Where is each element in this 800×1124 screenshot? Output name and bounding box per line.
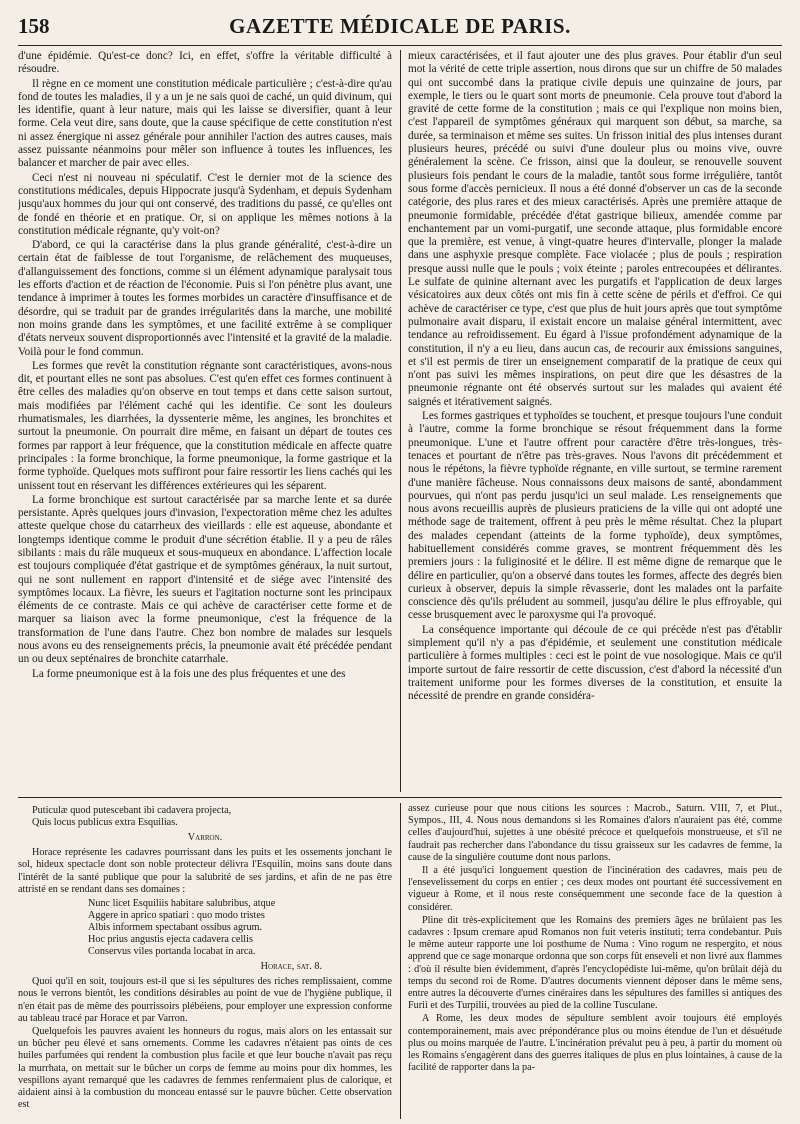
feuilleton-right-column — [408, 803, 782, 1119]
paragraph: Horace représente les cadavres pourrissant dans les puits et les ossements jonchant le sol, hideux spectacle dont son noble protecteur délivra l'Esquilin, moins sans doute dans l'intérêt de la santé publique que pour la salubrité de ses jardins, et afin de ne pas être attristé en se rendant dans ses domaines : — [18, 847, 392, 895]
header-rule — [18, 45, 782, 46]
latin-quote: Nunc licet Esquiliis habitare salubribus, atque Aggere in aprico spatiari : quo modo tristes Albis informem spectabant ossibus agrum. Hoc prius angustis ejecta cadavera cellis Conservus viles portanda locabat in arca. — [88, 898, 276, 958]
paragraph: La conséquence importante qui découle de ce qui précède n'est pas d'établir simplement qu'il n'y a pas d'épidémie, et seulement une constitution médicale particulière à formes multiples : ceci est le point de vue nosologique. Mais ce qu'il importe surtout de faire ressortir de cette discussion, c'est d'abord la nécessité d'un traitement uniforme pour les formes diverses de la constitution, et ensuite la nécessité de prendre en grande considéra- — [408, 623, 782, 703]
paragraph: Quoi qu'il en soit, toujours est-il que si les sépultures des riches remplissaient, comme nous le verrons bientôt, les conditions désirables au point de vue de l'hygiène publique, il n'en était pas de même des pourrissoirs plébéiens, pour employer une expression conforme au tableau tracé par Horace et par Varron. — [18, 976, 392, 1024]
paragraph: Les formes gastriques et typhoïdes se touchent, et presque toujours l'une conduit à l'autre, comme la forme bronchique se résout fréquemment dans la forme pneumonique. L'une et l'autre offrent pour caractère d'être très-longues, très-tenaces et pourtant de n'être pas très-graves. Nous l'avons dit précédemment et nous le répétons, la fièvre typhoïde régnante, en ville surtout, se termine rarement d'une manière fâcheuse. Nous connaissons deux maisons de santé, abondamment pourvues, qui n'ont pas perdu jusqu'ici un seul malade. Les renseignements que nous avons recueillis auprès de plusieurs praticiens de la ville qui ont adopté une méthode sage de traitement, offrent à peu près le même résultat. Chez la plupart des malades cependant (atteints de la forme typhoïde), deux symptômes, habituellement considérés comme graves, se montrent fréquemment dès les premiers jours : la fuliginosité et le délire. Il est même digne de remarque que le délire en particulier, qu'on a observé dans toutes les formes, affecte des degrés bien curieux à observer, depuis la simple rêvasserie, dont les malades ont la parfaite conscience dès qu'ils préludent au sommeil, jusqu'au délire le plus effroyable, qui cesse brusquement avec le paroxysme qui l'a provoqué. — [408, 410, 782, 622]
paragraph: d'une épidémie. Qu'est-ce donc? Ici, en effet, s'offre la véritable difficulté à résoudre. — [18, 50, 392, 76]
paragraph: La forme pneumonique est à la fois une des plus fréquentes et une des — [32, 667, 346, 680]
feuilleton-left-column — [18, 803, 392, 1119]
paragraph: La forme bronchique est surtout caractérisée par sa marche lente et sa durée persistante. Après quelques jours d'invasion, l'expectoration même chez les adultes atteste quelque chose du catarrheux des vieillards : elle est aqueuse, abondante et longtemps identique comme le produit d'une sécrétion établie. Il y a peu de râles sibilants : mais du râle muqueux et sous-muqueux en abondance. L'affection locale est toujours compliquée d'état gastrique et de symptômes généraux, la nuit surtout, qui ne sont nullement en rapport d'intensité et de siége avec l'intensité des symptômes locaux. La fièvre, les sueurs et l'agitation nocturne sont les principaux éléments de ce contraste. Mais ce qui achève de caractériser cette forme et de marquer sa liaison avec la forme pneumonique, c'est la fréquence de la transformation de l'une dans l'autre. Chez bon nombre de malades sur lesquels nous avons eu des renseignements précis, la pneumonie avait été précédée pendant un ou deux septénaires de bronchite catarrhale. — [18, 493, 392, 666]
page-number: 158 — [18, 14, 50, 38]
main-left-column — [18, 50, 392, 790]
paragraph: assez curieuse pour que nous citions les sources : Macrob., Saturn. VIII, 7, et Plut., Sympos., III, 4. Nous nous demandons si les Romaines d'alors n'auraient pas été, comme celles d'aujourd'hui, sujettes à une obésité précoce et quelquefois monstrueuse, et s'il ne faudrait pas rechercher dans l'abondance du tissu graisseux sur les cadavres de femme, la cause de la singulière coutume dont nous parlons. — [408, 803, 782, 863]
footnote-rule — [18, 797, 782, 798]
paragraph: Il a été jusqu'ici longuement question de l'incinération des cadavres, mais peu de l'ensevelissement du corps en entier ; ces deux modes ont pourtant été successivement en vigueur à Rome, et il nous reste conséquemment une seconde face de la question à considérer. — [408, 865, 782, 913]
column-separator — [400, 50, 401, 792]
quote-source: Varron. — [187, 832, 223, 843]
main-right-column — [408, 50, 782, 790]
paragraph: Il règne en ce moment une constitution médicale particulière ; c'est-à-dire qu'au fond de toutes les maladies, il y a un je ne sais quoi de caché, un quid divinum, qui les identifie, quant à leur nature, mais qui les laisse se diversifier, quant à leur forme. Cela veut dire, sans doute, que la cause spécifique de cette constitution n'est ni assez énergique ni assez générale pour annihiler l'action des autres causes, mais assez puissante néanmoins pour mêler son influence à toutes les influences, les balancer et marcher de pair avec elles. — [18, 77, 392, 170]
paragraph: Pline dit très-explicitement que les Romains des premiers âges ne brûlaient pas les cadavres : Ipsum cremare apud Romanos non fuit veteris instituti; terra condebantur. Puis le même auteur rapporte une loi posthume de Numa : Vino rogum ne respergito, et nous apprend que ce sage monarque ordonna que son corps fût enseveli et non livré aux flammes : d'où il résulte bien évidemment, d'après l'encyclopédiste lui-même, qu'on brûlait déjà du temps du second roi de Rome. D'autres documents viennent déposer dans le même sens, entre autres la découverte d'urnes cinéraires dans les sépultures des familles si antiques des Furii et des Turpilii, trouvées au pied de la colline Tusculane. — [408, 914, 782, 1012]
paragraph: A Rome, les deux modes de sépulture semblent avoir toujours été employés contemporainement, mais avec prépondérance plus ou moins étendue de l'un et désuétude plus ou moins marquée de l'autre. L'incinération prévalut peu à peu, à partir du moment où les Romains s'engagèrent dans des guerres italiques de plus en plus lointaines, à cause de la facilité de rapporter dans la pa- — [408, 1013, 782, 1074]
latin-quote: Puticulæ quod putescebant ibi cadavera projecta, Quis locus publicus extra Esquilias. — [32, 805, 232, 828]
journal-title: GAZETTE MÉDICALE DE PARIS. — [229, 14, 571, 38]
paragraph: D'abord, ce qui la caractérise dans la plus grande généralité, c'est-à-dire un certain état de faiblesse de tout l'organisme, de relâchement des muqueuses, d'allanguissement des fonctions, comme si un élément adynamique paralysait tous les efforts d'action et de réaction de l'économie. Puis si l'on pénètre plus avant, une tendance à imprimer à toutes les formes morbides un caractère d'insuffisance et de désordre, qui se traduit par de grandes irrégularités dans la marche, une mobilité non moins grande dans les symptômes, et une facilité extrême à se compliquer d'états nerveux souvent disproportionnés avec l'intensité et la gravité de la maladie. Voilà pour le fond commun. — [18, 239, 392, 358]
paragraph: Quelquefois les pauvres avaient les honneurs du rogus, mais alors on les entassait sur un bûcher peu élevé et sans ornements. Comme les cadavres n'étaient pas oints de ces huiles parfumées qui rendent la combustion plus facile et que leur bouche n'avait pas reçu la murrhata, on mettait sur le bûcher un corps de femme au moins pour dix hommes, les vespillons ayant remarqué que les cadavres de femmes renfermaient plus de calorique, et aidaient ainsi à la combustion du monceau entassé sur le pauvre bûcher. Cette observation est — [18, 1026, 392, 1111]
paragraph: Les formes que revêt la constitution régnante sont caractéristiques, avons-nous dit, et pourtant elles ne sont pas absolues. C'est qu'en effet ces formes continuent à être celles des maladies qu'on observe en tout temps et dans cette saison surtout, mais modifiées par l'élément caché qui les identifie. Ce sont les douleurs rhumatismales, les diarrhées, la dyssenterie même, les angines, les bronchites et surtout la pneumonie. On pourrait dire même, en faisant un départ de toutes ces formes par rapport à leur fréquence, que la constitution médicale en affecte quatre principales : la forme bronchique, la forme pneumonique, la forme gastrique et la forme typhoïde. Quelques mots suffiront pour faire ressortir les liens cachés qui les unissent tout en réservant les différences extérieures qui les séparent. — [18, 359, 392, 492]
paragraph: Ceci n'est ni nouveau ni spéculatif. C'est le dernier mot de la science des constitutions médicales, depuis Hippocrate jusqu'à Sydenham, et depuis Sydenham jusqu'aux hommes du jour qui ont conservé, des traditions du passé, ce qu'elles ont de fondé en théorie et en pratique. Or, si on applique les mêmes notions à la constitution médicale régnante, qu'y voit-on? — [18, 171, 392, 237]
page-header — [18, 14, 782, 44]
column-separator — [400, 803, 401, 1119]
paragraph: mieux caractérisées, et il faut ajouter une des plus graves. Pour établir d'un seul mot la vérité de cette triple assertion, nous dirons que sur un chiffre de 50 malades qui ont succombé dans la pratique civile depuis une quinzaine de jours, par exemple, le tiers ou le quart sont morts de pneumonie. Cela prouve tout d'abord la gravité de cette forme de la constitution ; mais ce qui l'explique non moins bien, c'est l'appareil de symptômes généraux qui marquent son début, sa marche, sa durée, sa terminaison et même ses suites. Un frisson initial des plus intenses durant plusieurs heures, précédé ou suivi d'une douleur plus ou moins vive, ouvre généralement la scène. Ce frisson, ainsi que la douleur, se renouvelle souvent plusieurs fois pendant le cours de la maladie, tantôt sous forme irrégulière, tantôt sous forme d'accès pernicieux. Il nous a été donné d'observer un cas de la seconde catégorie, des plus rares et des mieux caractérisés. Après une première attaque de pneumonie formidable, précédée d'état gastrique bilieux, amendée comme par enchantement par un vomi-purgatif, une seconde attaque, plus formidable encore que la première, est venue, à vingt-quatre heures d'intervalle, plonger la malade dans une asphyxie presque complète. Face violacée ; plus de pouls ; respiration presque aussi nulle que le pouls ; voix éteinte ; paroles entrecoupées et délirantes. Le sulfate de quinine alternant avec les purgatifs et l'application de deux larges vésicatoires aux deux côtés ont mis fin à cette scène de périls et d'effroi. Ce qui achève de caractériser ce type, c'est que plus de huit jours après que tout symptôme pulmonaire avait disparu, il existait encore un malaise général intermittent, avec tendance au refroidissement. Eu égard à l'issue profondément adynamique de la constitution, il n'y a eu lieu, dans aucun cas, de recourir aux émissions sanguines, et s'il est permis de tirer un enseignement comparatif de la pratique de ceux qui n'ont pas suivi les mêmes inspirations, on peut dire que les désastres de la pneumonie régnante ont été observés surtout sur les malades qui avaient été saignés et itérativement saignés. — [408, 50, 782, 408]
quote-source: Horace, sat. 8. — [260, 961, 322, 973]
